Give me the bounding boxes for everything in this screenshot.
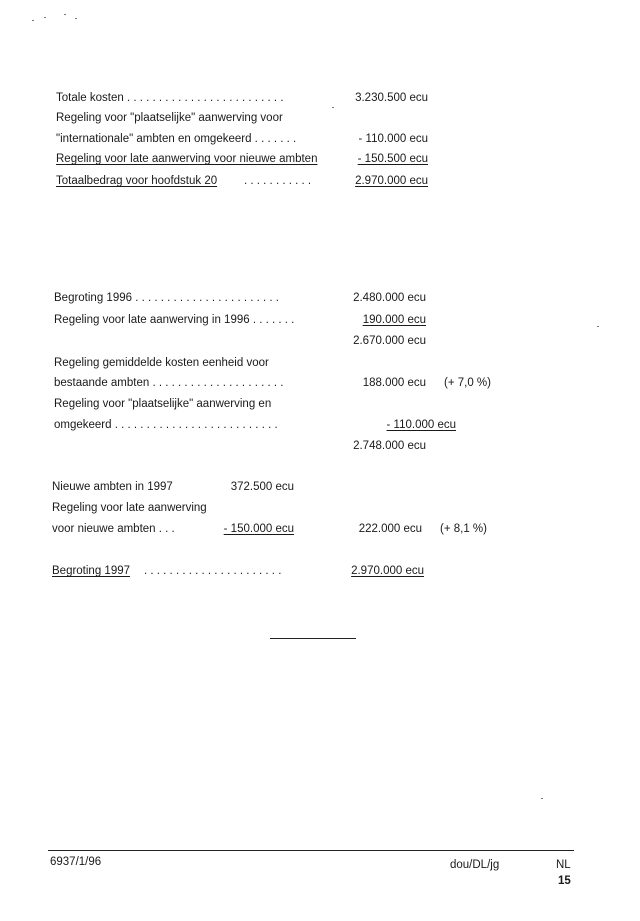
- total-costs-value: 3.230.500 ecu: [355, 92, 428, 104]
- late-recruitment-1996-value: 190.000 ecu: [362, 314, 426, 326]
- local-recruitment-2-label-1: Regeling voor "plaatselijke" aanwerving en: [54, 398, 272, 410]
- language-code: NL: [556, 859, 571, 871]
- local-recruitment-value: - 110.000 ecu: [358, 133, 428, 145]
- late-recruitment-1996-label: Regeling voor late aanwerving in 1996 . . . . . . .: [54, 314, 295, 326]
- chapter-total-dots: . . . . . . . . . . .: [244, 175, 312, 187]
- total-costs-label: Totale kosten . . . . . . . . . . . . . . . . . . . . . . . . .: [56, 92, 284, 104]
- chapter-total-label: Totaalbedrag voor hoofdstuk 20: [56, 175, 218, 187]
- document-reference: 6937/1/96: [50, 856, 102, 868]
- late-recruitment-label: Regeling voor late aanwerving voor nieuwe ambten: [56, 153, 318, 165]
- budget-1996-value: 2.480.000 ecu: [353, 292, 426, 304]
- local-recruitment-2-label-2: omgekeerd . . . . . . . . . . . . . . . . . . . . . . . . . .: [54, 419, 278, 431]
- new-posts-label: Nieuwe ambten in 1997: [52, 481, 173, 493]
- chapter-total-value: 2.970.000 ecu: [355, 175, 428, 187]
- new-posts-value: 372.500 ecu: [230, 481, 294, 493]
- scan-speck: [44, 17, 46, 18]
- late-recruitment-new-label-1: Regeling voor late aanwerving: [52, 502, 207, 514]
- average-cost-value: 188.000 ecu: [362, 377, 426, 389]
- scan-speck: [32, 20, 34, 21]
- scan-speck: [541, 798, 543, 799]
- section-end-rule: [270, 638, 356, 639]
- late-recruitment-new-label-2: voor nieuwe ambten . . .: [52, 523, 175, 535]
- budget-1996-label: Begroting 1996 . . . . . . . . . . . . . . . . . . . . . . .: [54, 292, 279, 304]
- footer-rule: [48, 850, 574, 851]
- subtotal-2-value: 2.748.000 ecu: [353, 440, 426, 452]
- scan-speck: [597, 326, 599, 327]
- scan-speck: [64, 14, 66, 15]
- average-cost-label-2: bestaande ambten . . . . . . . . . . . . . . . . . . . . .: [54, 377, 284, 389]
- budget-1997-dots: . . . . . . . . . . . . . . . . . . . . . .: [144, 565, 282, 577]
- budget-1997-value: 2.970.000 ecu: [351, 565, 424, 577]
- page-number: 15: [558, 875, 571, 887]
- late-recruitment-value: - 150.500 ecu: [357, 153, 428, 165]
- budget-1997-label: Begroting 1997: [52, 565, 131, 577]
- net-new-posts-percent: (+ 8,1 %): [440, 523, 487, 535]
- average-cost-percent: (+ 7,0 %): [444, 377, 491, 389]
- local-recruitment-label-1: Regeling voor "plaatselijke" aanwerving voor: [56, 112, 283, 124]
- local-recruitment-2-value: - 110.000 ecu: [386, 419, 456, 431]
- scan-speck: [75, 18, 77, 19]
- average-cost-label-1: Regeling gemiddelde kosten eenheid voor: [54, 357, 269, 369]
- local-recruitment-label-2: "internationale" ambten en omgekeerd . . . . . . .: [56, 133, 297, 145]
- scan-speck: [332, 107, 334, 108]
- author-initials: dou/DL/jg: [450, 859, 500, 871]
- late-recruitment-new-value: - 150.000 ecu: [223, 523, 294, 535]
- subtotal-1-value: 2.670.000 ecu: [353, 335, 426, 347]
- net-new-posts-value: 222.000 ecu: [358, 523, 422, 535]
